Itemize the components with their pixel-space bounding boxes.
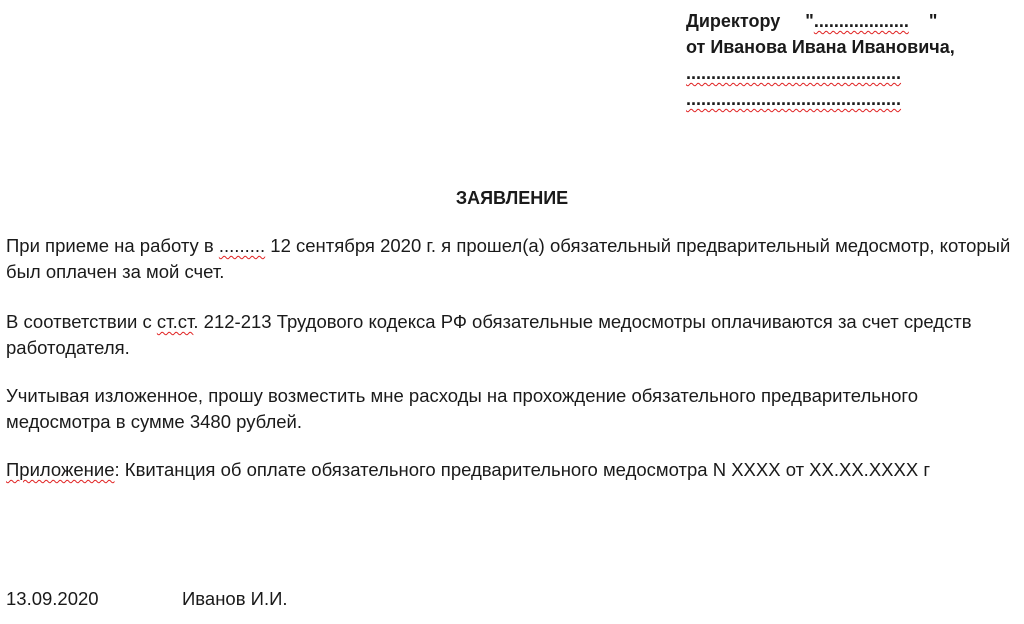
attachment-label: Приложение <box>6 459 115 480</box>
p2-text-before: В соответствии с <box>6 311 157 332</box>
p1-text-before: При приеме на работу в <box>6 235 219 256</box>
addressee-line-from: от Иванова Ивана Ивановича, <box>686 37 955 57</box>
document-title: ЗАЯВЛЕНИЕ <box>455 188 569 208</box>
articles-abbrev: ст.ст <box>156 311 194 332</box>
addressee-director-label: Директору <box>686 11 781 31</box>
paragraph-attachment <box>6 457 1018 483</box>
signature-line <box>6 587 288 611</box>
paragraph-legal-basis <box>6 309 1018 361</box>
signature-date: 13.09.2020 <box>6 588 99 609</box>
employer-placeholder: ......... <box>218 235 266 256</box>
paragraph-request: Учитывая изложенное, прошу возместить мне расходы на прохождение обязательного предварительного медосмотра в сумме 3480 рублей. <box>6 385 919 432</box>
p1-text-after: 12 сентября 2020 г. я прошел(а) обязательный предварительный медосмотр, который был оплачен за мой счет. <box>6 235 1011 282</box>
quote-close: " <box>928 11 938 31</box>
quote-open: " <box>805 11 814 31</box>
signature-name: Иванов И.И. <box>182 588 288 609</box>
addressee-block <box>686 8 1016 112</box>
addressee-position-placeholder-2: ........................................... <box>686 89 902 109</box>
p4-text-after: : Квитанция об оплате обязательного предварительного медосмотра N XXXX от XX.XX.XXXX г <box>114 459 931 480</box>
p2-text-after: . 212-213 Трудового кодекса РФ обязательные медосмотры оплачиваются за счет средств работодателя. <box>6 311 972 358</box>
company-name-placeholder: ................... <box>813 11 909 31</box>
addressee-line-director <box>686 8 1016 34</box>
addressee-position-placeholder: ........................................... <box>686 63 902 83</box>
paragraph-hiring <box>6 233 1018 285</box>
